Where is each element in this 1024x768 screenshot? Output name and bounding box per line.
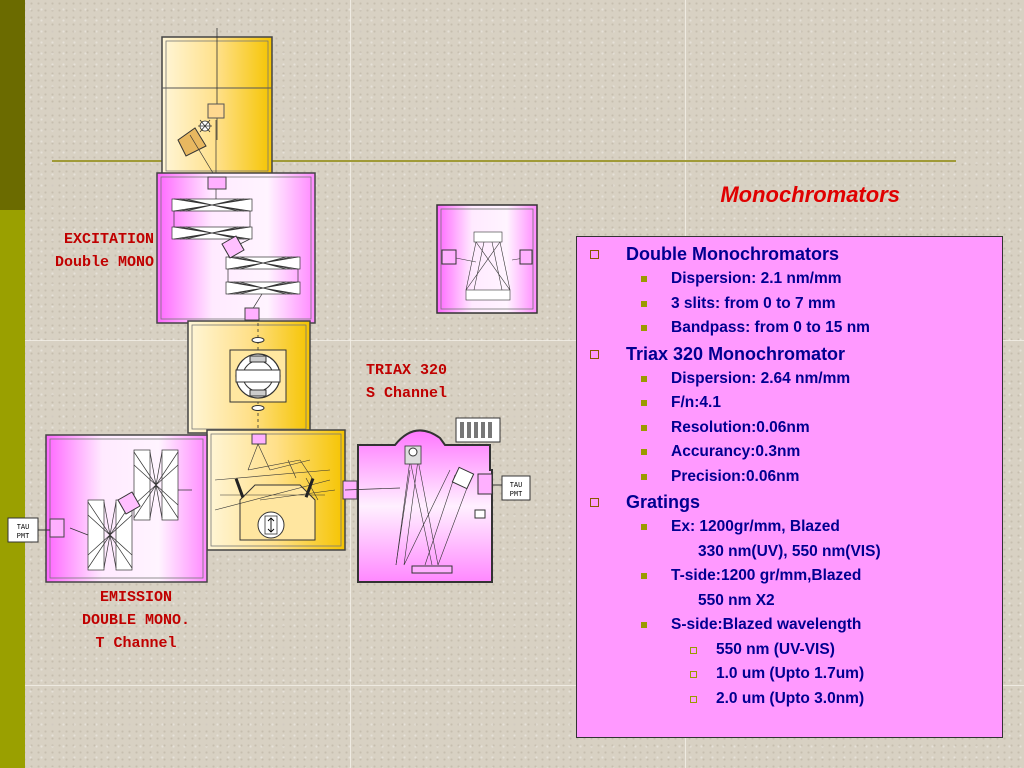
pmt-right-label-2: PMT xyxy=(509,491,523,499)
bullet-bandpass: Bandpass: from 0 to 15 nm xyxy=(577,316,1002,341)
pmt-left-label-1: TAU xyxy=(16,524,30,532)
emission-label-line-2: DOUBLE MONO. xyxy=(81,612,191,629)
bullet-triax-fnumber: F/n:4.1 xyxy=(577,391,1002,416)
bullet-dispersion: Dispersion: 2.1 nm/mm xyxy=(577,267,1002,292)
bullet-s-side-550nm: 550 nm (UV-VIS) xyxy=(577,638,1002,663)
excitation-label xyxy=(22,228,154,274)
pmt-right-label-1: TAU xyxy=(509,482,523,490)
grating-ex-continued: 330 nm(UV), 550 nm(VIS) xyxy=(698,542,881,560)
triax-label-line-1: TRIAX 320 xyxy=(366,362,448,379)
bullet-triax-resolution: Resolution:0.06nm xyxy=(577,416,1002,441)
pmt-left xyxy=(8,518,50,542)
bullet-grating-ex: Ex: 1200gr/mm, Blazed xyxy=(577,515,1002,540)
pmt-right xyxy=(492,476,530,500)
excitation-monochromator xyxy=(157,173,315,323)
bullet-double-monochromators: Double Monochromators xyxy=(577,241,1002,267)
pmt-left-label-2: PMT xyxy=(16,533,30,541)
emission-label-line-1: EMISSION xyxy=(99,589,172,606)
specs-textbox xyxy=(576,236,1003,738)
detector-block xyxy=(190,430,357,550)
bullet-triax-dispersion: Dispersion: 2.64 nm/mm xyxy=(577,367,1002,392)
bullet-triax-precision: Precision:0.06nm xyxy=(577,465,1002,490)
bullet-grating-s-side: S-side:Blazed wavelength xyxy=(577,613,1002,638)
emission-monochromator xyxy=(46,435,207,582)
lamp-housing xyxy=(162,28,272,178)
triax-label-line-2: S Channel xyxy=(366,385,448,402)
bullet-gratings: Gratings xyxy=(577,489,1002,515)
grating-t-side-continued: 550 nm X2 xyxy=(698,591,775,609)
sample-chamber xyxy=(188,321,310,433)
excitation-label-line-2: Double MONO xyxy=(54,254,154,271)
excitation-label-line-1: EXCITATION xyxy=(63,231,154,248)
bullet-triax-320: Triax 320 Monochromator xyxy=(577,341,1002,367)
bullet-grating-t-side: T-side:1200 gr/mm,Blazed xyxy=(577,564,1002,589)
slide-title: Monochromators xyxy=(720,182,900,207)
triax-320-monochromator xyxy=(345,418,500,582)
emission-label-line-3: T Channel xyxy=(95,635,177,652)
emission-label xyxy=(56,586,216,655)
bullet-s-side-2um: 2.0 um (Upto 3.0nm) xyxy=(577,687,1002,712)
bullet-slits: 3 slits: from 0 to 7 mm xyxy=(577,292,1002,317)
triax-label xyxy=(366,359,447,405)
bullet-triax-accuracy: Accurancy:0.3nm xyxy=(577,440,1002,465)
small-monochromator xyxy=(437,205,537,313)
bullet-s-side-1um: 1.0 um (Upto 1.7um) xyxy=(577,662,1002,687)
